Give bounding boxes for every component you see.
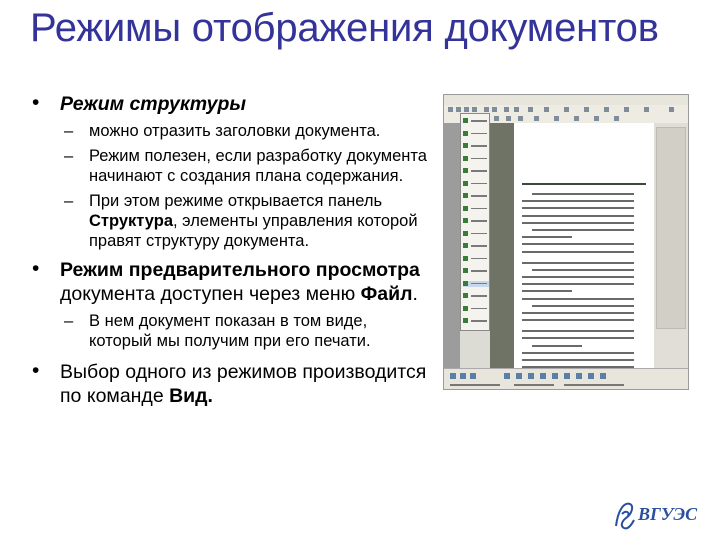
screenshot-menu-item bbox=[463, 268, 489, 274]
screenshot-text-line bbox=[522, 312, 634, 314]
screenshot-text-line bbox=[532, 305, 634, 307]
screenshot-text-line bbox=[522, 236, 572, 238]
bullet-preview-bold: Режим предварительного просмотра bbox=[60, 259, 420, 281]
word-screenshot-image bbox=[443, 94, 689, 390]
screenshot-left-panel bbox=[444, 123, 460, 369]
screenshot-text-line bbox=[532, 345, 582, 347]
screenshot-menu-item bbox=[463, 243, 489, 249]
screenshot-text-line bbox=[522, 319, 634, 321]
screenshot-text-line bbox=[522, 207, 634, 209]
screenshot-statusbar bbox=[444, 368, 688, 389]
screenshot-menu-item bbox=[463, 256, 489, 262]
vgues-logo bbox=[612, 496, 698, 532]
screenshot-text-line bbox=[522, 298, 634, 300]
screenshot-menu-item bbox=[463, 156, 489, 162]
screenshot-text-line bbox=[522, 359, 634, 361]
bullet-preview-mode bbox=[30, 258, 430, 306]
screenshot-view-menu bbox=[460, 113, 490, 331]
logo-text: ВГУЭС bbox=[638, 504, 698, 524]
screenshot-menu-item bbox=[463, 306, 489, 312]
screenshot-text-line bbox=[532, 193, 634, 195]
screenshot-menu-item bbox=[463, 281, 489, 287]
slide-content bbox=[30, 92, 430, 408]
bullet-outline-heading: Режим структуры bbox=[60, 93, 247, 115]
screenshot-text-line bbox=[522, 283, 634, 285]
screenshot-page bbox=[514, 123, 654, 369]
screenshot-menu-item bbox=[463, 318, 489, 324]
screenshot-menu-item bbox=[463, 181, 489, 187]
screenshot-menu-item bbox=[463, 293, 489, 299]
slide-title: Режимы отображения документов bbox=[30, 6, 659, 50]
sub-bullet-1: – можно отразить заголовки документа. bbox=[30, 121, 430, 141]
screenshot-menu-item bbox=[463, 231, 489, 237]
screenshot-text-line bbox=[522, 276, 634, 278]
screenshot-text-line bbox=[522, 352, 634, 354]
screenshot-menu-item bbox=[463, 206, 489, 212]
bullet-preview-menu: Файл bbox=[360, 283, 413, 305]
screenshot-text-line bbox=[532, 269, 634, 271]
screenshot-menu-item bbox=[463, 131, 489, 137]
sub-bullet-2: – Режим полезен, если разработку документа начинают с создания плана содержания. bbox=[30, 146, 430, 186]
bullet-preview-post: . bbox=[412, 283, 418, 305]
sub-bullet-3-bold: Структура bbox=[89, 212, 173, 230]
screenshot-menu-item bbox=[463, 118, 489, 124]
bullet-view-bold: Вид. bbox=[169, 385, 213, 407]
screenshot-text-line bbox=[522, 262, 634, 264]
screenshot-right-pane bbox=[654, 123, 689, 369]
sub-bullet-3-post: , элементы управления которой правят структуру документа. bbox=[89, 212, 418, 250]
screenshot-text-line bbox=[522, 337, 634, 339]
screenshot-text-line bbox=[522, 290, 572, 292]
screenshot-text-line bbox=[532, 229, 634, 231]
bullet-view-command bbox=[30, 360, 430, 408]
bullet-preview-text: документа доступен через меню bbox=[60, 283, 361, 305]
screenshot-menu-item bbox=[463, 218, 489, 224]
bullet-outline-mode bbox=[30, 92, 430, 116]
screenshot-text-line bbox=[522, 222, 634, 224]
screenshot-text-line bbox=[522, 330, 634, 332]
screenshot-text-line bbox=[522, 251, 634, 253]
screenshot-text-line bbox=[522, 215, 634, 217]
screenshot-menu-item bbox=[463, 143, 489, 149]
sub-bullet-3-pre: При этом режиме открывается панель bbox=[89, 192, 383, 210]
screenshot-text-line bbox=[522, 200, 634, 202]
sub-bullet-3 bbox=[30, 191, 430, 251]
screenshot-menu-item bbox=[463, 168, 489, 174]
bullet-view-text: Выбор одного из режимов производится по команде bbox=[60, 361, 427, 407]
screenshot-menu-item bbox=[463, 193, 489, 199]
sub-bullet-4: – В нем документ показан в том виде, который мы получим при его печати. bbox=[30, 311, 430, 351]
screenshot-text-line bbox=[522, 243, 634, 245]
